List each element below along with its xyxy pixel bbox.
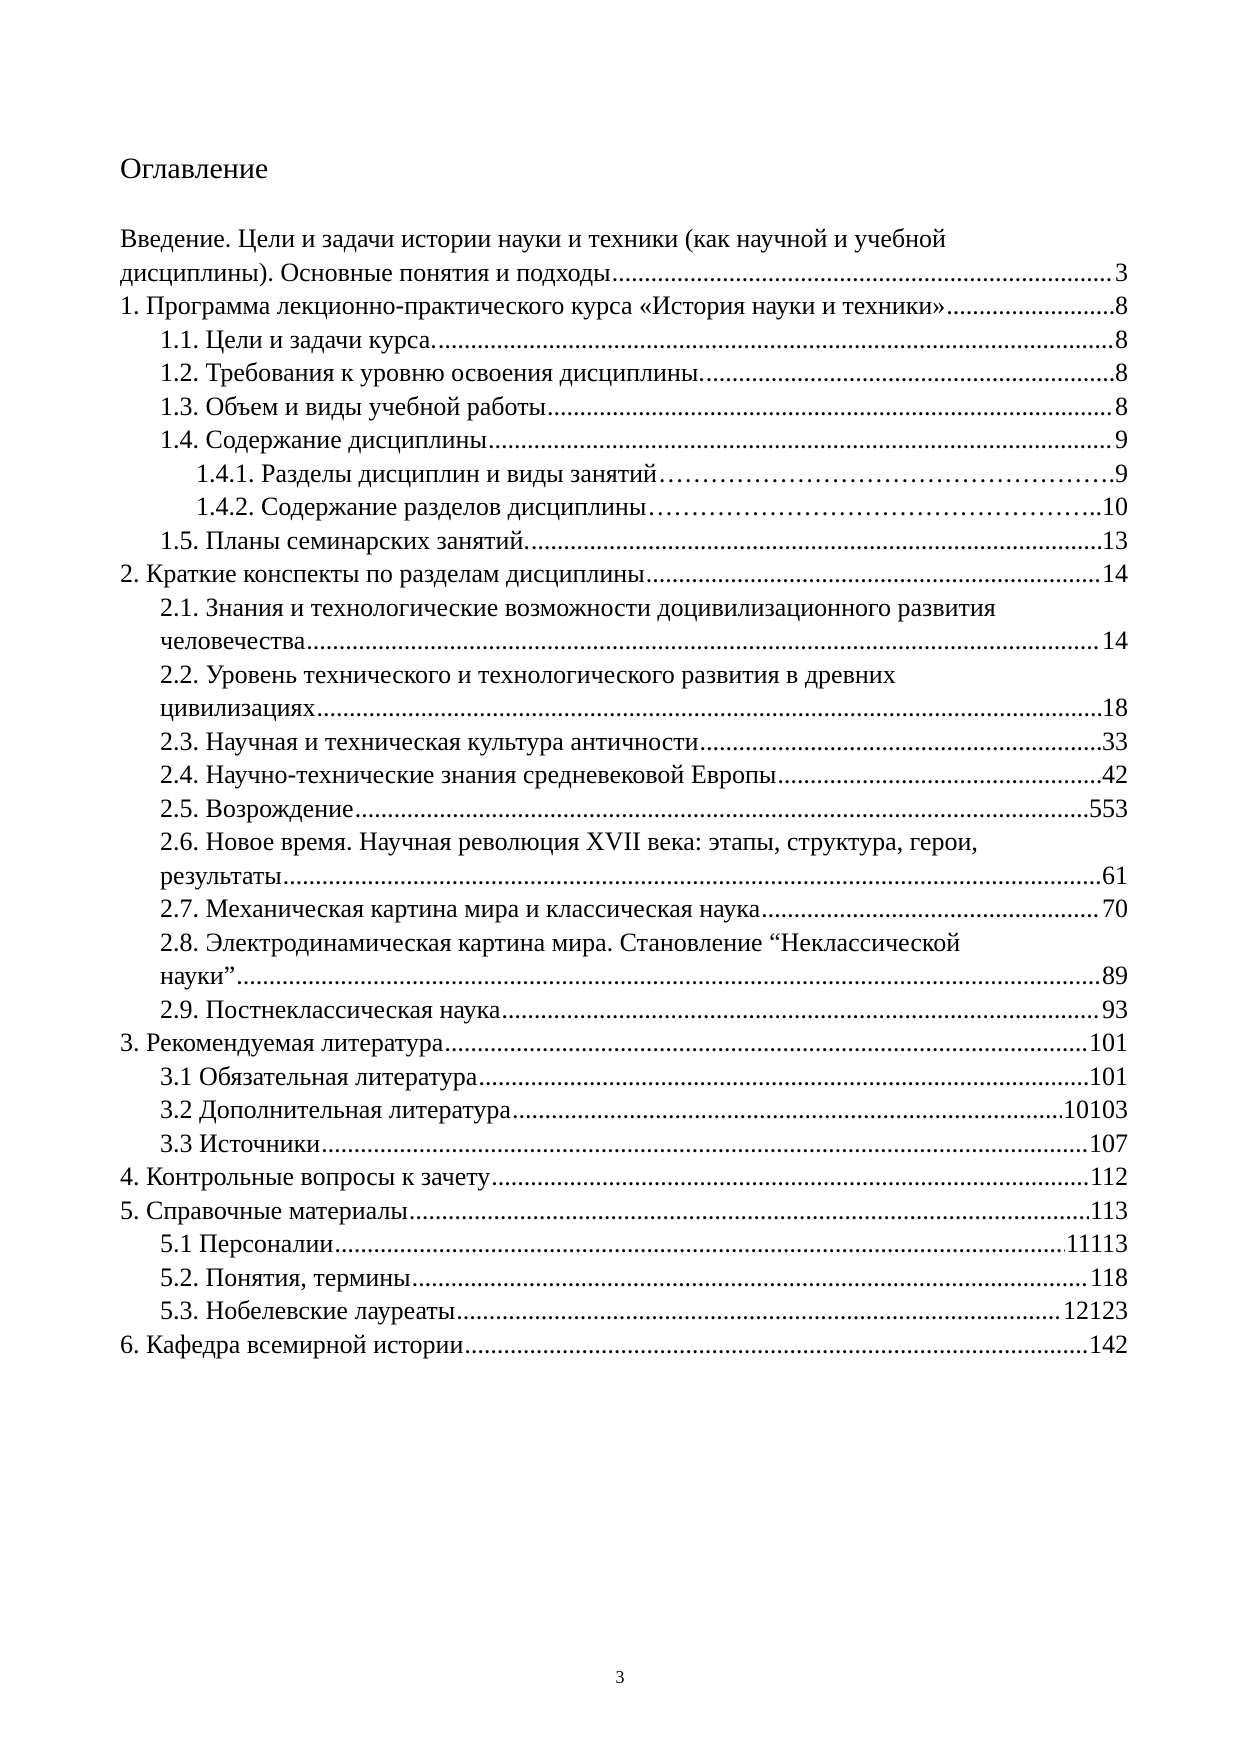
toc-entry-title: 4. Контрольные вопросы к зачету	[120, 1162, 491, 1191]
toc-entry-title: 1. Программа лекционно-практического курса «История науки и техники»	[120, 291, 946, 320]
toc-dot-leader	[491, 1160, 1089, 1194]
toc-dot-leader	[438, 323, 1114, 357]
toc-entry-title-line: 2.6. Новое время. Научная революция XVII века: этапы, структура, герои,	[160, 827, 978, 856]
toc-entry-title: 5. Справочные материалы	[120, 1195, 408, 1225]
toc-entry-title-line: 2.2. Уровень технического и технологического развития в древних	[160, 659, 896, 689]
toc-page-number: 8	[1115, 358, 1128, 387]
toc-entry-row	[160, 1261, 1128, 1295]
toc-dot-leader	[355, 792, 1088, 826]
toc-entry[interactable]	[120, 792, 1128, 826]
toc-page-number: 42	[1102, 760, 1128, 789]
toc-entry-title: 5.2. Понятия, термины	[160, 1262, 411, 1292]
toc-entry-title: дисциплины). Основные понятия и подходы	[120, 257, 611, 287]
toc-dot-leader	[321, 1127, 1088, 1161]
toc-entry[interactable]	[120, 1060, 1128, 1094]
toc-dot-leader	[409, 1194, 1089, 1228]
toc-entry-row	[160, 1227, 1128, 1261]
toc-dot-leader	[488, 423, 1114, 457]
toc-dot-leader	[700, 725, 1101, 759]
toc-entry[interactable]	[120, 993, 1128, 1027]
toc-entry-title: 2.9. Постнеклассическая наука	[160, 994, 501, 1024]
toc-entry-title-line: Введение. Цели и задачи истории науки и техники (как научной и учебной	[120, 224, 946, 253]
toc-entry[interactable]	[120, 591, 1128, 658]
toc-entry[interactable]	[120, 1227, 1128, 1261]
toc-entry-title: цивилизациях	[160, 693, 316, 722]
toc-dot-leader	[612, 256, 1114, 290]
toc-dot-leader	[464, 1328, 1088, 1362]
toc-entry[interactable]	[120, 1261, 1128, 1295]
toc-entry[interactable]	[120, 1294, 1128, 1328]
toc-page-number: 3	[1115, 257, 1128, 287]
toc-dot-leader	[306, 624, 1101, 658]
toc-page-number: 93	[1102, 994, 1128, 1024]
toc-entry-title: 1.3. Объем и виды учебной работы	[160, 391, 547, 421]
toc-entry-row	[160, 792, 1128, 826]
toc-entry-row	[120, 1194, 1128, 1228]
toc-entry[interactable]	[120, 1160, 1128, 1194]
toc-entry-row	[160, 993, 1128, 1027]
toc-dot-leader	[478, 1060, 1088, 1094]
toc-entry-row	[160, 1294, 1128, 1328]
toc-entry[interactable]	[120, 1093, 1128, 1127]
toc-entry-row	[120, 1160, 1128, 1194]
page-title: Оглавление	[120, 152, 269, 185]
toc-entry-row	[160, 691, 1128, 725]
toc-page-number: 18	[1102, 693, 1128, 722]
toc-page-number: 10103	[1063, 1095, 1128, 1124]
toc-page-number: 12123	[1063, 1296, 1128, 1325]
toc-entry-title: 1.4. Содержание дисциплины	[160, 425, 487, 454]
toc-page-number: 14	[1102, 626, 1128, 655]
toc-entry-row	[160, 524, 1128, 558]
toc-entry[interactable]	[120, 758, 1128, 792]
toc-entry[interactable]	[120, 490, 1128, 524]
toc-entry-row	[160, 892, 1128, 926]
toc-dot-leader	[412, 1261, 1089, 1295]
toc-entry-row	[160, 1060, 1128, 1094]
toc-entry-title: 2.5. Возрождение	[160, 793, 354, 823]
toc-page-number: 11113	[1065, 1229, 1128, 1258]
toc-entry[interactable]	[120, 289, 1128, 323]
toc-entry[interactable]	[120, 892, 1128, 926]
toc-entry-row	[120, 289, 1128, 323]
toc-page-number: 70	[1102, 894, 1128, 923]
toc-entry-title: 1.4.2. Содержание разделов дисциплины	[196, 492, 647, 521]
toc-entry[interactable]	[120, 825, 1128, 892]
toc-entry[interactable]	[120, 390, 1128, 424]
toc-entry-row	[120, 1026, 1128, 1060]
toc-entry-title: 2.4. Научно-технические знания средневековой Европы	[160, 760, 777, 789]
toc-entry-row	[160, 624, 1128, 658]
toc-entry-row	[160, 758, 1128, 792]
toc-dot-leader	[647, 490, 1088, 524]
toc-entry-title-line: 2.8. Электродинамическая картина мира. Становление “Неклассической	[160, 927, 961, 957]
toc-page-number: 33	[1102, 726, 1128, 756]
toc-page-number: 8	[1115, 291, 1128, 320]
toc-entry-title: 2.7. Механическая картина мира и классическая наука	[160, 894, 761, 923]
toc-entry-row	[160, 725, 1128, 759]
toc-entry[interactable]	[120, 423, 1128, 457]
toc-entry-title: науки”	[160, 961, 236, 990]
toc-entry-row	[120, 557, 1128, 591]
toc-entry-title: результаты	[160, 860, 282, 890]
toc-entry-title: 1.1. Цели и задачи курса.	[160, 324, 437, 354]
toc-entry-row	[196, 457, 1128, 491]
toc-entry[interactable]	[120, 222, 1128, 289]
toc-dot-leader	[444, 1026, 1088, 1060]
toc-dot-leader	[317, 691, 1101, 725]
toc-page-number: 8	[1115, 324, 1128, 354]
toc-dot-leader	[706, 356, 1114, 390]
toc-entry[interactable]	[120, 1026, 1128, 1060]
toc-page-number: 113	[1089, 1195, 1128, 1225]
toc-dot-leader	[531, 524, 1101, 558]
toc-entry-row	[120, 1328, 1128, 1362]
toc-dot-leader	[946, 289, 1114, 323]
toc-entry-row	[160, 1127, 1128, 1161]
toc-entry[interactable]	[120, 1194, 1128, 1228]
toc-entry-row	[196, 490, 1128, 524]
toc-page-number: 89	[1102, 961, 1128, 990]
toc-page-number: 112	[1089, 1162, 1128, 1191]
toc-entry[interactable]	[120, 356, 1128, 390]
toc-entry-title: 2. Краткие конспекты по разделам дисциплины	[120, 559, 645, 588]
toc-entry[interactable]	[120, 926, 1128, 993]
table-of-contents	[120, 222, 1128, 1361]
toc-entry-title: 3.1 Обязательная литература	[160, 1061, 478, 1091]
toc-entry-title: человечества	[160, 626, 306, 655]
toc-entry-title: 6. Кафедра всемирной истории	[120, 1329, 464, 1359]
toc-page-number: ..10	[1089, 492, 1128, 521]
toc-page-number: 118	[1089, 1262, 1128, 1292]
toc-dot-leader	[646, 557, 1101, 591]
toc-page-number: 13	[1102, 525, 1128, 555]
toc-page-number: 8	[1115, 391, 1128, 421]
toc-dot-leader	[658, 457, 1108, 491]
toc-dot-leader	[456, 1294, 1062, 1328]
toc-page-number: 553	[1089, 793, 1128, 823]
toc-dot-leader	[283, 859, 1101, 893]
toc-entry-row	[160, 859, 1128, 893]
toc-dot-leader	[236, 959, 1101, 993]
toc-entry[interactable]	[120, 1328, 1128, 1362]
toc-entry[interactable]	[120, 1127, 1128, 1161]
toc-dot-leader	[547, 390, 1114, 424]
toc-entry-title: 2.3. Научная и техническая культура античности	[160, 726, 699, 756]
toc-entry-title: 1.2. Требования к уровню освоения дисциплины.	[160, 358, 705, 387]
toc-entry[interactable]	[120, 524, 1128, 558]
toc-entry-title: 5.1 Персоналии	[160, 1229, 334, 1258]
toc-dot-leader	[334, 1227, 1065, 1261]
toc-entry-title: 3. Рекомендуемая литература	[120, 1028, 444, 1057]
toc-dot-leader	[777, 758, 1101, 792]
toc-entry-title: 1.4.1. Разделы дисциплин и виды занятий	[196, 458, 657, 488]
toc-entry[interactable]	[120, 658, 1128, 725]
toc-page-number: 61	[1102, 860, 1128, 890]
toc-entry-row	[160, 390, 1128, 424]
toc-dot-leader	[512, 1093, 1062, 1127]
toc-entry-row	[160, 323, 1128, 357]
toc-entry-title: 3.3 Источники	[160, 1128, 321, 1158]
toc-entry-row	[160, 1093, 1128, 1127]
toc-entry-title: 3.2 Дополнительная литература	[160, 1095, 511, 1124]
toc-page-number: 142	[1089, 1329, 1128, 1359]
toc-page-number: 14	[1102, 559, 1128, 588]
toc-dot-leader	[761, 892, 1101, 926]
page-number-footer: 3	[615, 1667, 625, 1687]
toc-page-number: 107	[1089, 1128, 1128, 1158]
toc-entry-row	[160, 959, 1128, 993]
toc-entry[interactable]	[120, 725, 1128, 759]
toc-dot-leader	[501, 993, 1101, 1027]
toc-entry-row	[160, 423, 1128, 457]
toc-entry[interactable]	[120, 557, 1128, 591]
toc-page-number: .9	[1108, 458, 1128, 488]
toc-entry-row	[120, 256, 1128, 290]
toc-entry-title: 5.3. Нобелевские лауреаты	[160, 1296, 456, 1325]
toc-entry-title: 1.5. Планы семинарских занятий.	[160, 525, 530, 555]
toc-entry-title-line: 2.1. Знания и технологические возможности доцивилизационного развития	[160, 592, 996, 622]
toc-page-number: 9	[1115, 425, 1128, 454]
toc-entry-row	[160, 356, 1128, 390]
toc-page-number: 101	[1089, 1028, 1128, 1057]
toc-entry[interactable]	[120, 457, 1128, 491]
toc-page-number: 101	[1089, 1061, 1128, 1091]
toc-entry[interactable]	[120, 323, 1128, 357]
